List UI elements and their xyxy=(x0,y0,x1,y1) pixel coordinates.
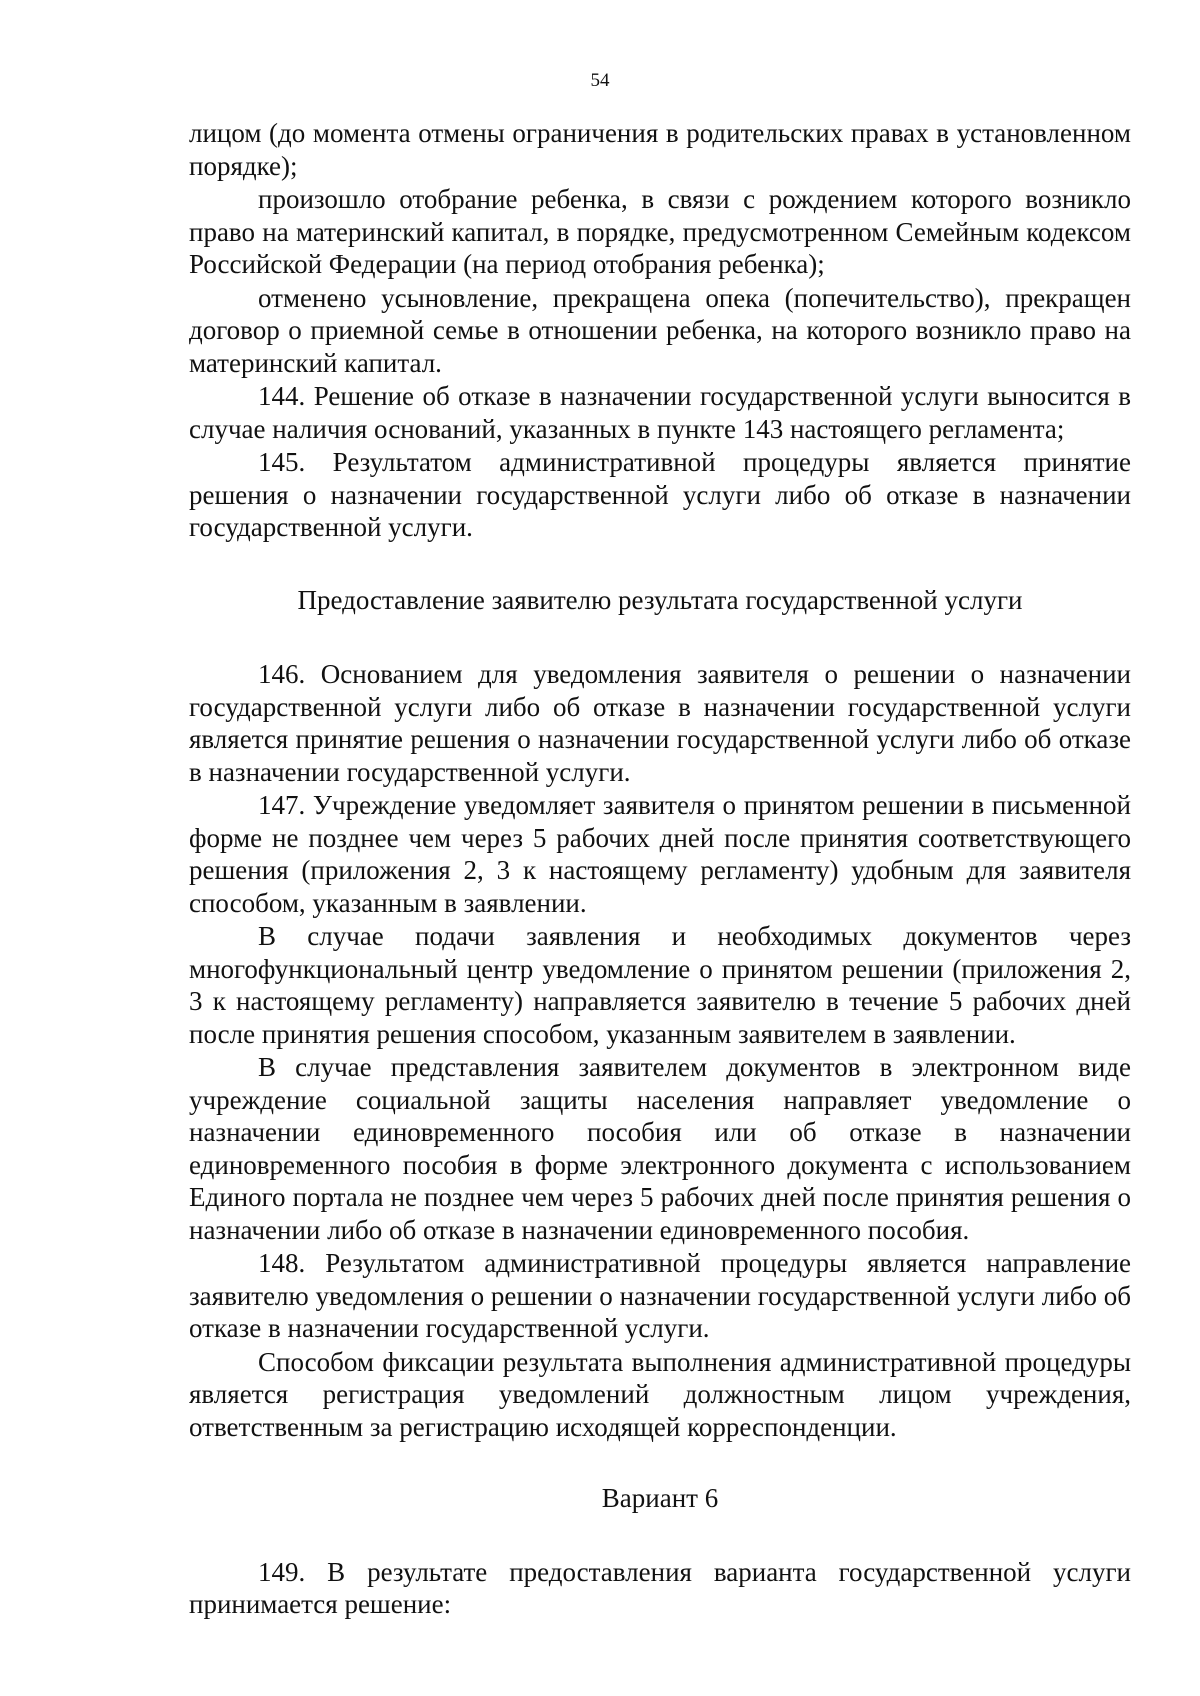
paragraph: В случае представления заявителем документов в электронном виде учреждение социальной защиты населения направляет уведомление о назначении единовременного пособия или об отказе в назначении единовременного пособия в форме электронного документа с использованием Единого портала не позднее чем через 5 рабочих дней после принятия решения о назначении либо об отказе в назначении единовременного пособия. xyxy=(189,1052,1131,1245)
paragraphs-bottom xyxy=(189,1556,1131,1621)
page-number: 54 xyxy=(590,70,610,91)
paragraphs-middle xyxy=(189,658,1131,1443)
paragraph-146: 146. Основанием для уведомления заявителя о решении о назначении государственной услуги либо об отказе в назначении государственной услуги является принятие решения о назначении государственной услуги либо об отказе в назначении государственной услуги. xyxy=(189,659,1131,787)
paragraph-148: 148. Результатом административной процедуры является направление заявителю уведомления о решении о назначении государственной услуги либо об отказе в назначении государственной услуги. xyxy=(189,1248,1131,1343)
paragraph: В случае подачи заявления и необходимых документов через многофункциональный центр уведомление о принятом решении (приложения 2, 3 к настоящему регламенту) направляется заявителю в течение 5 рабочих дней после принятия решения способом, указанным заявителем в заявлении. xyxy=(189,921,1131,1049)
paragraph: Способом фиксации результата выполнения административной процедуры является регистрация уведомлений должностным лицом учреждения, ответственным за регистрацию исходящей корреспонденции. xyxy=(189,1346,1131,1442)
paragraphs-top xyxy=(189,117,1131,544)
document-body xyxy=(189,117,1131,1622)
paragraph-145: 145. Результатом административной процедуры является принятие решения о назначении государственной услуги либо об отказе в назначении государственной услуги. xyxy=(189,447,1131,542)
paragraph: отменено усыновление, прекращена опека (попечительство), прекращен договор о приемной семье в отношении ребенка, на которого возникло право на материнский капитал. xyxy=(189,282,1131,378)
section-heading: Предоставление заявителю результата государственной услуги xyxy=(297,584,1023,615)
paragraph-144: 144. Решение об отказе в назначении государственной услуги выносится в случае наличия оснований, указанных в пункте 143 настоящего регламента; xyxy=(189,381,1131,444)
paragraph: произошло отобрание ребенка, в связи с рождением которого возникло право на материнский капитал, в порядке, предусмотренном Семейным кодексом Российской Федерации (на период отобрания ребенка); xyxy=(189,184,1131,279)
paragraph-149: 149. В результате предоставления варианта государственной услуги принимается решение: xyxy=(189,1556,1131,1619)
paragraph-147: 147. Учреждение уведомляет заявителя о принятом решении в письменной форме не позднее чем через 5 рабочих дней после принятия соответствующего решения (приложения 2, 3 к настоящему регламенту) удобным для заявителя способом, указанным в заявлении. xyxy=(189,790,1131,918)
paragraph: лицом (до момента отмены ограничения в родительских правах в установленном порядке); xyxy=(189,118,1131,181)
variant-heading: Вариант 6 xyxy=(601,1483,719,1513)
